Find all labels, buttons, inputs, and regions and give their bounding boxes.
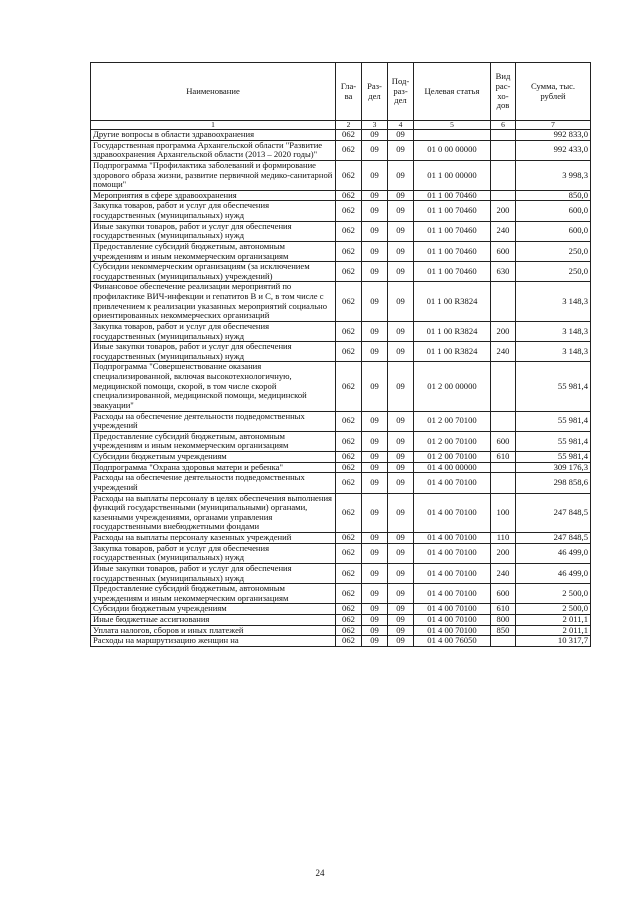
table-row	[91, 473, 591, 493]
row-name: Подпрограмма "Охрана здоровья матери и ребенка"	[91, 462, 336, 473]
row-section: 09	[362, 584, 388, 604]
row-amount: 2 500,0	[516, 584, 591, 604]
column-number: 1	[91, 121, 336, 130]
row-chapter: 062	[336, 160, 362, 190]
row-chapter: 062	[336, 563, 362, 583]
table-row	[91, 462, 591, 473]
row-expense-type	[491, 362, 516, 411]
row-name: Иные закупки товаров, работ и услуг для обеспечения государственных (муниципальных) нужд	[91, 563, 336, 583]
row-target-article: 01 2 00 70100	[414, 452, 491, 463]
row-subsection: 09	[388, 563, 414, 583]
table-row	[91, 130, 591, 141]
row-target-article: 01 4 00 70100	[414, 473, 491, 493]
row-chapter: 062	[336, 140, 362, 160]
row-amount: 247 848,5	[516, 493, 591, 533]
row-expense-type: 110	[491, 533, 516, 544]
row-section: 09	[362, 493, 388, 533]
row-chapter: 062	[336, 604, 362, 615]
row-expense-type	[491, 636, 516, 647]
row-target-article: 01 2 00 70100	[414, 411, 491, 431]
row-name: Субсидии бюджетным учреждениям	[91, 604, 336, 615]
row-chapter: 062	[336, 462, 362, 473]
row-amount: 55 981,4	[516, 431, 591, 451]
row-amount: 55 981,4	[516, 452, 591, 463]
row-name: Расходы на обеспечение деятельности подведомственных учреждений	[91, 411, 336, 431]
row-amount: 55 981,4	[516, 362, 591, 411]
row-expense-type: 100	[491, 493, 516, 533]
row-section: 09	[362, 411, 388, 431]
row-chapter: 062	[336, 584, 362, 604]
row-subsection: 09	[388, 615, 414, 626]
row-name: Иные закупки товаров, работ и услуг для обеспечения государственных (муниципальных) нужд	[91, 342, 336, 362]
row-target-article	[414, 130, 491, 141]
row-section: 09	[362, 625, 388, 636]
table-row	[91, 262, 591, 282]
row-section: 09	[362, 130, 388, 141]
row-expense-type	[491, 160, 516, 190]
row-target-article: 01 4 00 70100	[414, 493, 491, 533]
row-section: 09	[362, 533, 388, 544]
table-row	[91, 452, 591, 463]
row-section: 09	[362, 282, 388, 322]
row-expense-type: 800	[491, 615, 516, 626]
row-chapter: 062	[336, 533, 362, 544]
row-amount: 298 858,6	[516, 473, 591, 493]
row-amount: 3 148,3	[516, 282, 591, 322]
row-subsection: 09	[388, 130, 414, 141]
row-amount: 247 848,5	[516, 533, 591, 544]
row-target-article: 01 1 00 70460	[414, 190, 491, 201]
row-name: Другие вопросы в области здравоохранения	[91, 130, 336, 141]
row-section: 09	[362, 636, 388, 647]
table-row	[91, 321, 591, 341]
table-row	[91, 241, 591, 261]
row-name: Иные бюджетные ассигнования	[91, 615, 336, 626]
row-subsection: 09	[388, 636, 414, 647]
row-section: 09	[362, 452, 388, 463]
row-name: Мероприятия в сфере здравоохранения	[91, 190, 336, 201]
row-target-article: 01 1 00 70460	[414, 241, 491, 261]
row-expense-type: 200	[491, 201, 516, 221]
table-row	[91, 636, 591, 647]
row-chapter: 062	[336, 615, 362, 626]
row-expense-type	[491, 282, 516, 322]
table-row	[91, 533, 591, 544]
row-section: 09	[362, 221, 388, 241]
row-section: 09	[362, 262, 388, 282]
row-subsection: 09	[388, 473, 414, 493]
row-section: 09	[362, 615, 388, 626]
row-section: 09	[362, 140, 388, 160]
row-chapter: 062	[336, 543, 362, 563]
row-name: Уплата налогов, сборов и иных платежей	[91, 625, 336, 636]
row-chapter: 062	[336, 321, 362, 341]
row-chapter: 062	[336, 411, 362, 431]
row-chapter: 062	[336, 636, 362, 647]
row-amount: 46 499,0	[516, 543, 591, 563]
row-amount: 2 011,1	[516, 625, 591, 636]
row-section: 09	[362, 241, 388, 261]
row-target-article: 01 4 00 70100	[414, 615, 491, 626]
row-expense-type: 240	[491, 563, 516, 583]
row-target-article: 01 4 00 76050	[414, 636, 491, 647]
row-target-article: 01 4 00 70100	[414, 533, 491, 544]
table-row	[91, 625, 591, 636]
column-header: Раз-дел	[362, 63, 388, 121]
row-target-article: 01 1 00 R3824	[414, 282, 491, 322]
row-chapter: 062	[336, 362, 362, 411]
row-chapter: 062	[336, 282, 362, 322]
table-header-row	[91, 63, 591, 121]
table-body	[91, 130, 591, 647]
row-target-article: 01 4 00 70100	[414, 543, 491, 563]
row-chapter: 062	[336, 625, 362, 636]
row-subsection: 09	[388, 604, 414, 615]
row-amount: 309 176,3	[516, 462, 591, 473]
row-subsection: 09	[388, 543, 414, 563]
row-section: 09	[362, 462, 388, 473]
row-target-article: 01 4 00 70100	[414, 584, 491, 604]
row-name: Субсидии некоммерческим организациям (за исключением государственных (муниципальных) учреждений)	[91, 262, 336, 282]
column-header: Гла-ва	[336, 63, 362, 121]
row-subsection: 09	[388, 625, 414, 636]
row-chapter: 062	[336, 342, 362, 362]
row-expense-type: 600	[491, 241, 516, 261]
column-header: Под-раз-дел	[388, 63, 414, 121]
row-subsection: 09	[388, 262, 414, 282]
row-name: Закупка товаров, работ и услуг для обеспечения государственных (муниципальных) нужд	[91, 201, 336, 221]
row-amount: 2 500,0	[516, 604, 591, 615]
column-number: 5	[414, 121, 491, 130]
row-section: 09	[362, 321, 388, 341]
row-amount: 10 317,7	[516, 636, 591, 647]
row-subsection: 09	[388, 431, 414, 451]
column-number: 6	[491, 121, 516, 130]
column-number: 2	[336, 121, 362, 130]
row-chapter: 062	[336, 431, 362, 451]
table-row	[91, 362, 591, 411]
row-chapter: 062	[336, 452, 362, 463]
table-row	[91, 221, 591, 241]
row-target-article: 01 4 00 70100	[414, 625, 491, 636]
row-target-article: 01 2 00 00000	[414, 362, 491, 411]
row-target-article: 01 4 00 70100	[414, 604, 491, 615]
row-expense-type	[491, 411, 516, 431]
row-section: 09	[362, 563, 388, 583]
row-name: Расходы на выплаты персоналу казенных учреждений	[91, 533, 336, 544]
row-section: 09	[362, 190, 388, 201]
row-amount: 2 011,1	[516, 615, 591, 626]
row-amount: 850,0	[516, 190, 591, 201]
row-name: Субсидии бюджетным учреждениям	[91, 452, 336, 463]
row-expense-type	[491, 473, 516, 493]
row-target-article: 01 1 00 70460	[414, 262, 491, 282]
row-target-article: 01 4 00 00000	[414, 462, 491, 473]
row-name: Государственная программа Архангельской области "Развитие здравоохранения Архангельской области (2013 – 2020 годы)"	[91, 140, 336, 160]
row-subsection: 09	[388, 584, 414, 604]
row-section: 09	[362, 431, 388, 451]
row-expense-type: 630	[491, 262, 516, 282]
row-target-article: 01 1 00 70460	[414, 221, 491, 241]
row-chapter: 062	[336, 221, 362, 241]
row-expense-type: 610	[491, 452, 516, 463]
table-row	[91, 615, 591, 626]
row-amount: 3 998,3	[516, 160, 591, 190]
row-target-article: 01 1 00 00000	[414, 160, 491, 190]
table-row	[91, 282, 591, 322]
row-target-article: 01 2 00 70100	[414, 431, 491, 451]
row-name: Иные закупки товаров, работ и услуг для обеспечения государственных (муниципальных) нужд	[91, 221, 336, 241]
row-expense-type: 610	[491, 604, 516, 615]
row-name: Финансовое обеспечение реализации мероприятий по профилактике ВИЧ-инфекции и гепатитов B и C, в том числе с привлечением к реализации указанных мероприятий социально ориентированных некоммерческих организаций	[91, 282, 336, 322]
row-target-article: 01 1 00 R3824	[414, 321, 491, 341]
row-section: 09	[362, 201, 388, 221]
row-expense-type: 240	[491, 342, 516, 362]
row-target-article: 01 0 00 00000	[414, 140, 491, 160]
row-section: 09	[362, 342, 388, 362]
row-subsection: 09	[388, 140, 414, 160]
row-target-article: 01 4 00 70100	[414, 563, 491, 583]
row-subsection: 09	[388, 342, 414, 362]
row-subsection: 09	[388, 221, 414, 241]
row-chapter: 062	[336, 241, 362, 261]
row-expense-type: 200	[491, 321, 516, 341]
row-name: Предоставление субсидий бюджетным, автономным учреждениям и иным некоммерческим организациям	[91, 584, 336, 604]
row-name: Расходы на маршрутизацию женщин на	[91, 636, 336, 647]
row-subsection: 09	[388, 321, 414, 341]
row-amount: 992 433,0	[516, 140, 591, 160]
row-amount: 46 499,0	[516, 563, 591, 583]
row-subsection: 09	[388, 190, 414, 201]
row-name: Закупка товаров, работ и услуг для обеспечения государственных (муниципальных) нужд	[91, 321, 336, 341]
row-expense-type	[491, 130, 516, 141]
row-amount: 992 833,0	[516, 130, 591, 141]
row-name: Подпрограмма "Совершенствование оказания специализированной, включая высокотехнологичную, медицинской помощи, скорой, в том числе скорой специализированной, медицинской помощи, медицинской эвакуации"	[91, 362, 336, 411]
row-expense-type	[491, 140, 516, 160]
row-expense-type: 600	[491, 584, 516, 604]
table-row	[91, 342, 591, 362]
column-number: 7	[516, 121, 591, 130]
row-expense-type	[491, 462, 516, 473]
row-chapter: 062	[336, 262, 362, 282]
row-subsection: 09	[388, 362, 414, 411]
row-name: Расходы на выплаты персоналу в целях обеспечения выполнения функций государственными (муниципальными) органами, казенными учреждениями, органами управления государственными внебюджетными фондами	[91, 493, 336, 533]
row-chapter: 062	[336, 190, 362, 201]
row-section: 09	[362, 362, 388, 411]
row-amount: 55 981,4	[516, 411, 591, 431]
page-number: 24	[315, 868, 325, 878]
row-subsection: 09	[388, 452, 414, 463]
row-name: Подпрограмма "Профилактика заболеваний и формирование здорового образа жизни, развитие первичной медико-санитарной помощи"	[91, 160, 336, 190]
table-row	[91, 201, 591, 221]
row-chapter: 062	[336, 130, 362, 141]
row-subsection: 09	[388, 493, 414, 533]
row-name: Закупка товаров, работ и услуг для обеспечения государственных (муниципальных) нужд	[91, 543, 336, 563]
column-number: 3	[362, 121, 388, 130]
row-amount: 250,0	[516, 262, 591, 282]
row-target-article: 01 1 00 R3824	[414, 342, 491, 362]
row-subsection: 09	[388, 533, 414, 544]
table-row	[91, 140, 591, 160]
row-section: 09	[362, 473, 388, 493]
table-row	[91, 493, 591, 533]
row-chapter: 062	[336, 493, 362, 533]
row-section: 09	[362, 160, 388, 190]
row-subsection: 09	[388, 282, 414, 322]
row-section: 09	[362, 604, 388, 615]
row-subsection: 09	[388, 462, 414, 473]
row-target-article: 01 1 00 70460	[414, 201, 491, 221]
table-row	[91, 584, 591, 604]
row-name: Расходы на обеспечение деятельности подведомственных учреждений	[91, 473, 336, 493]
table-row	[91, 543, 591, 563]
row-expense-type: 240	[491, 221, 516, 241]
table-row	[91, 604, 591, 615]
row-section: 09	[362, 543, 388, 563]
row-expense-type: 600	[491, 431, 516, 451]
table-row	[91, 190, 591, 201]
row-subsection: 09	[388, 241, 414, 261]
row-expense-type: 200	[491, 543, 516, 563]
table-row	[91, 431, 591, 451]
table-row	[91, 563, 591, 583]
row-amount: 600,0	[516, 201, 591, 221]
column-header: Наименование	[91, 63, 336, 121]
column-header: Целевая статья	[414, 63, 491, 121]
table-row	[91, 411, 591, 431]
budget-table	[90, 62, 591, 647]
row-name: Предоставление субсидий бюджетным, автономным учреждениям и иным некоммерческим организациям	[91, 431, 336, 451]
row-subsection: 09	[388, 201, 414, 221]
row-chapter: 062	[336, 201, 362, 221]
row-expense-type: 850	[491, 625, 516, 636]
column-header: Вид рас-хо-дов	[491, 63, 516, 121]
column-number: 4	[388, 121, 414, 130]
row-subsection: 09	[388, 411, 414, 431]
table-row	[91, 160, 591, 190]
column-header: Сумма, тыс. рублей	[516, 63, 591, 121]
row-name: Предоставление субсидий бюджетным, автономным учреждениям и иным некоммерческим организациям	[91, 241, 336, 261]
row-chapter: 062	[336, 473, 362, 493]
column-number-row	[91, 121, 591, 130]
row-amount: 3 148,3	[516, 342, 591, 362]
row-subsection: 09	[388, 160, 414, 190]
row-amount: 600,0	[516, 221, 591, 241]
row-amount: 250,0	[516, 241, 591, 261]
row-expense-type	[491, 190, 516, 201]
row-amount: 3 148,3	[516, 321, 591, 341]
